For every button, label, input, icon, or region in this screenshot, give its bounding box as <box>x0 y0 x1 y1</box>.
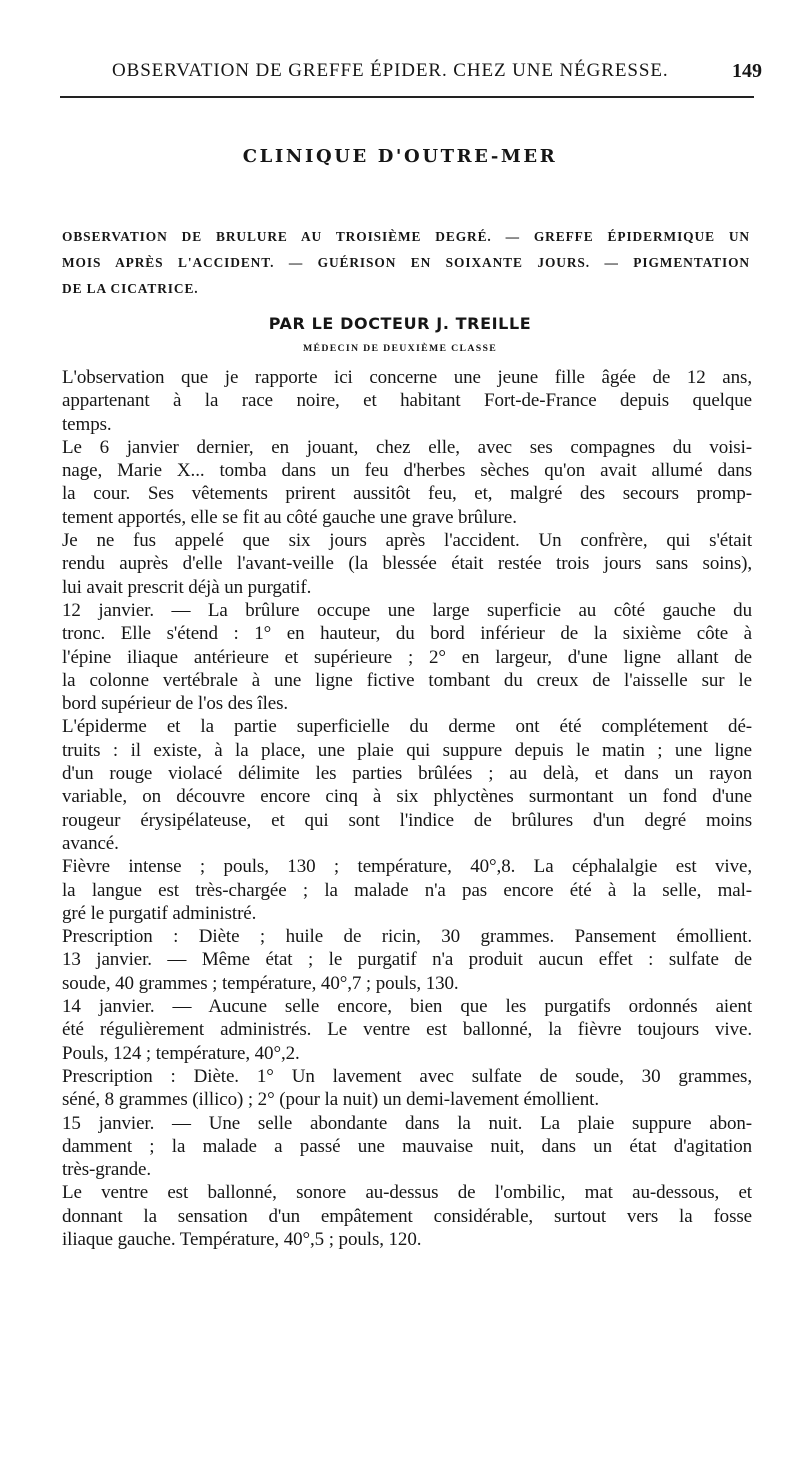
text-line: la cour. Ses vêtements prirent aussitôt feu, et, malgré des secours promp- <box>62 483 752 505</box>
text-line: tronc. Elle s'étend : 1° en hauteur, du bord inférieur de la sixième côte à <box>62 623 752 645</box>
text-line: tement apportés, elle se fit au côté gauche une grave brûlure. <box>62 506 517 528</box>
subject-line: OBSERVATION DE BRULURE AU TROISIÈME DEGRÉ. — GREFFE ÉPIDERMIQUE UN <box>62 229 750 244</box>
running-title: OBSERVATION DE GREFFE ÉPIDER. CHEZ UNE NÉGRESSE. <box>112 60 669 81</box>
text-line: Le 6 janvier dernier, en jouant, chez elle, avec ses compagnes du voisi- <box>62 436 752 458</box>
text-line: 14 janvier. — Aucune selle encore, bien que les purgatifs ordonnés aient <box>62 996 752 1018</box>
text-line: Prescription : Diète. 1° Un lavement avec sulfate de soude, 30 grammes, <box>62 1065 752 1087</box>
text-line: soude, 40 grammes ; température, 40°,7 ; pouls, 130. <box>62 972 459 994</box>
header-divider <box>60 96 754 98</box>
text-line: rougeur érysipélateuse, et qui sont l'indice de brûlures d'un degré moins <box>62 809 752 831</box>
text-line: rendu auprès d'elle l'avant-veille (la blessée était restée trois jours sans soins), <box>62 553 752 575</box>
text-line: temps. <box>62 413 112 435</box>
text-line: truits : il existe, à la place, une plaie qui suppure depuis le matin ; une ligne <box>62 739 752 761</box>
text-line: la langue est très-chargée ; la malade n'a pas encore été à la selle, mal- <box>62 879 752 901</box>
text-line: gré le purgatif administré. <box>62 902 257 924</box>
section-title: CLINIQUE D'OUTRE-MER <box>242 146 558 167</box>
text-line: 12 janvier. — La brûlure occupe une large superficie au côté gauche du <box>62 599 752 621</box>
text-line: la colonne vertébrale à une ligne fictive tombant du creux de l'aisselle sur le <box>62 669 752 691</box>
text-line: bord supérieur de l'os des îles. <box>62 693 289 715</box>
text-line: lui avait prescrit déjà un purgatif. <box>62 576 312 598</box>
text-line: damment ; la malade a passé une mauvaise nuit, dans un état d'agitation <box>62 1135 752 1157</box>
text-line: L'observation que je rapporte ici concerne une jeune fille âgée de 12 ans, <box>62 367 752 388</box>
subject-line: MOIS APRÈS L'ACCIDENT. — GUÉRISON EN SOIXANTE JOURS. — PIGMENTATION <box>62 255 750 270</box>
text-line: Je ne fus appelé que six jours après l'accident. Un confrère, qui s'était <box>62 530 752 552</box>
text-line: L'épiderme et la partie superficielle du derme ont été complétement dé- <box>62 716 752 738</box>
text-line: l'épine iliaque antérieure et supérieure ; 2° en largeur, d'une ligne allant de <box>62 646 752 668</box>
subject-line: DE LA CICATRICE. <box>62 281 199 296</box>
text-line: avancé. <box>62 832 119 854</box>
text-line: Le ventre est ballonné, sonore au-dessus de l'ombilic, mat au-dessous, et <box>62 1182 752 1204</box>
author-title: MÉDECIN DE DEUXIÈME CLASSE <box>302 343 498 354</box>
text-line: d'un rouge violacé délimite les parties brûlées ; au delà, et dans un rayon <box>62 763 752 785</box>
running-head <box>112 60 762 88</box>
text-line: Fièvre intense ; pouls, 130 ; température, 40°,8. La céphalalgie est vive, <box>62 856 752 878</box>
text-line: Pouls, 124 ; température, 40°,2. <box>62 1042 300 1064</box>
text-line: donnant la sensation d'un empâtement considérable, surtout vers la fosse <box>62 1205 752 1227</box>
text-line: nage, Marie X... tomba dans un feu d'herbes sèches qu'on avait allumé dans <box>62 460 752 482</box>
article-subject <box>62 224 750 302</box>
author-byline: PAR LE DOCTEUR J. TREILLE <box>268 314 532 333</box>
text-line: séné, 8 grammes (illico) ; 2° (pour la nuit) un demi-lavement émollient. <box>62 1089 600 1111</box>
text-line: Prescription : Diète ; huile de ricin, 30 grammes. Pansement émollient. <box>62 926 752 948</box>
text-line: variable, on découvre encore cinq à six phlyctènes surmontant un fond d'une <box>62 786 752 808</box>
text-line: 13 janvier. — Même état ; le purgatif n'a produit aucun effet : sulfate de <box>62 949 752 971</box>
page-number: 149 <box>732 60 762 82</box>
text-line: appartenant à la race noire, et habitant Fort-de-France depuis quelque <box>62 390 752 412</box>
text-line: iliaque gauche. Température, 40°,5 ; pouls, 120. <box>62 1228 422 1250</box>
text-line: 15 janvier. — Une selle abondante dans la nuit. La plaie suppure abon- <box>62 1112 752 1134</box>
text-line: très-grande. <box>62 1159 152 1181</box>
text-line: été régulièrement administrés. Le ventre est ballonné, la fièvre toujours vive. <box>62 1019 752 1041</box>
article-body <box>62 366 752 1251</box>
